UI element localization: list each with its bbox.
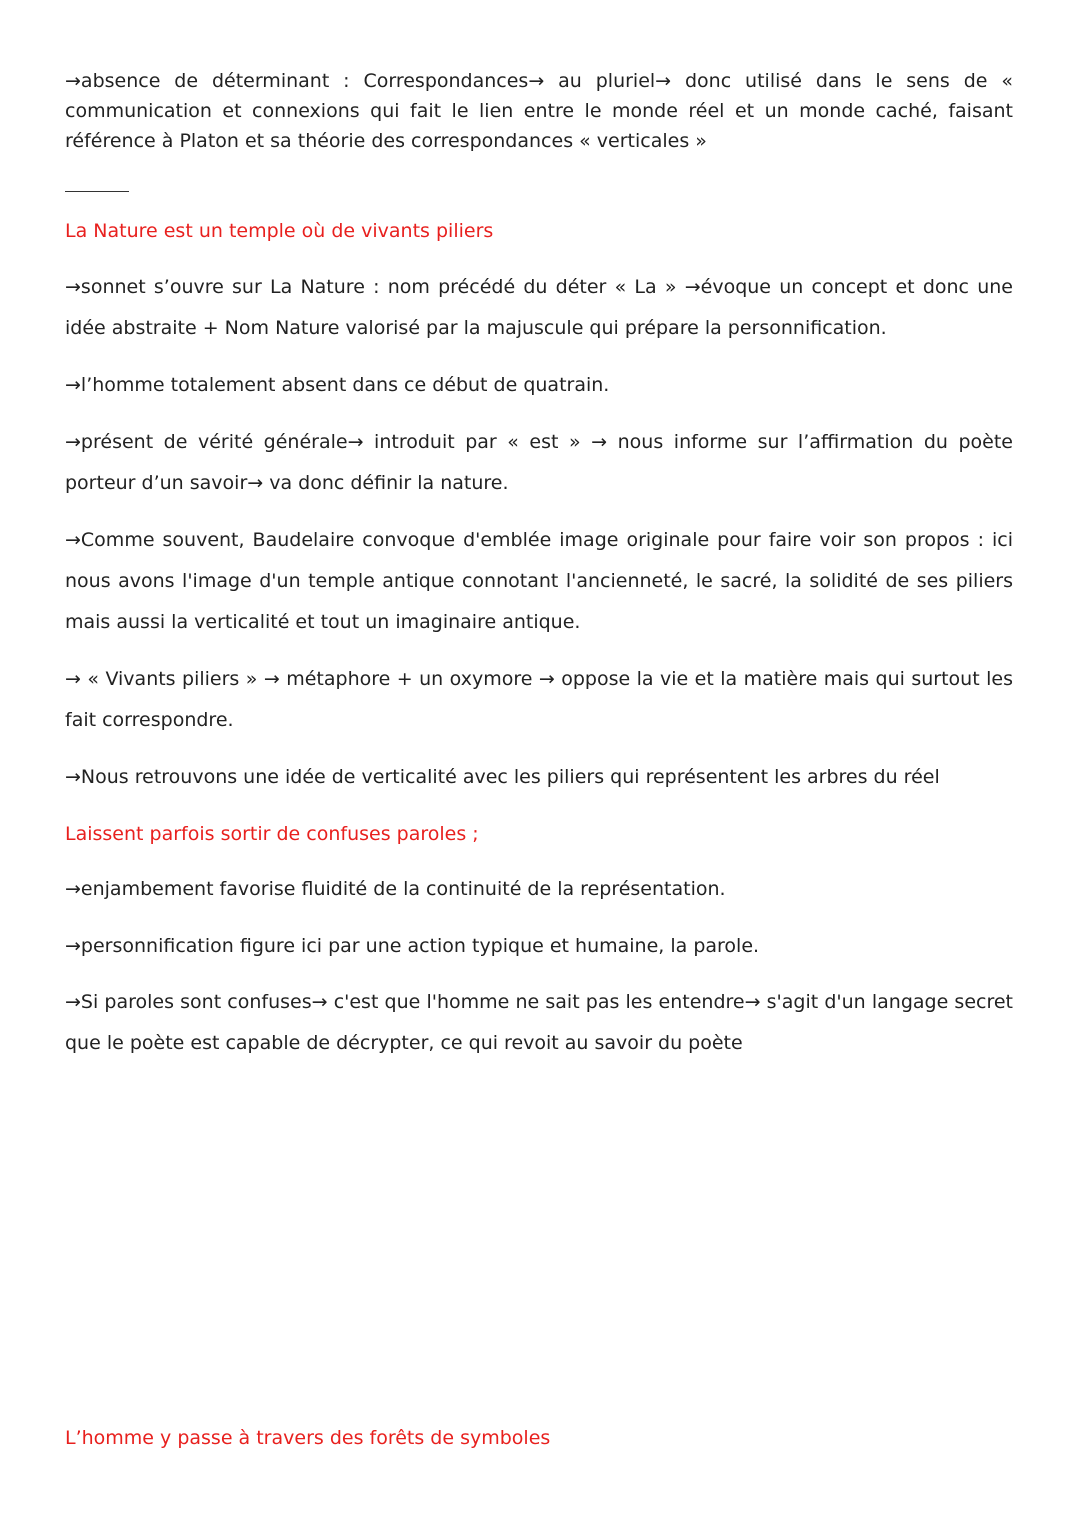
note-paragraph: →l’homme totalement absent dans ce début de quatrain. [65, 374, 610, 396]
note-paragraph: →Si paroles sont confuses→ c'est que l'homme ne sait pas les entendre→ s'agit d'un langage secret que le poète est capable de décrypter, ce qui revoit au savoir du poète [65, 991, 1013, 1054]
note-paragraph: →Nous retrouvons une idée de verticalité avec les piliers qui représentent les arbres du réel [65, 766, 940, 788]
separator-line [65, 191, 129, 192]
note-paragraph: →Comme souvent, Baudelaire convoque d'emblée image originale pour faire voir son propos : ici nous avons l'image d'un temple antique connotant l'ancienneté, le sacré, la solidité de ses piliers mais aussi la verticalité et tout un imaginaire antique. [65, 529, 1013, 633]
note-paragraph: →sonnet s’ouvre sur La Nature : nom précédé du déter « La » →évoque un concept et donc une idée abstraite + Nom Nature valorisé par la majuscule qui prépare la personnification. [65, 276, 1013, 339]
note-paragraph: → « Vivants piliers » → métaphore + un oxymore → oppose la vie et la matière mais qui surtout les fait correspondre. [65, 668, 1013, 731]
note-paragraph: →enjambement favorise fluidité de la continuité de la représentation. [65, 878, 726, 900]
note-paragraph: →présent de vérité générale→ introduit par « est » → nous informe sur l’affirmation du poète porteur d’un savoir→ va donc définir la nature. [65, 431, 1013, 494]
document-page [65, 0, 1013, 1527]
verse-line-3: L’homme y passe à travers des forêts de symboles [65, 1427, 551, 1449]
verse-line-2: Laissent parfois sortir de confuses paroles ; [65, 823, 479, 845]
note-paragraph: →personnification figure ici par une action typique et humaine, la parole. [65, 935, 760, 957]
intro-paragraph: →absence de déterminant : Correspondances→ au pluriel→ donc utilisé dans le sens de « communication et connexions qui fait le lien entre le monde réel et un monde caché, faisant référence à Platon et sa théorie des correspondances « verticales » [65, 70, 1013, 152]
verse-line-1: La Nature est un temple où de vivants piliers [65, 220, 494, 242]
